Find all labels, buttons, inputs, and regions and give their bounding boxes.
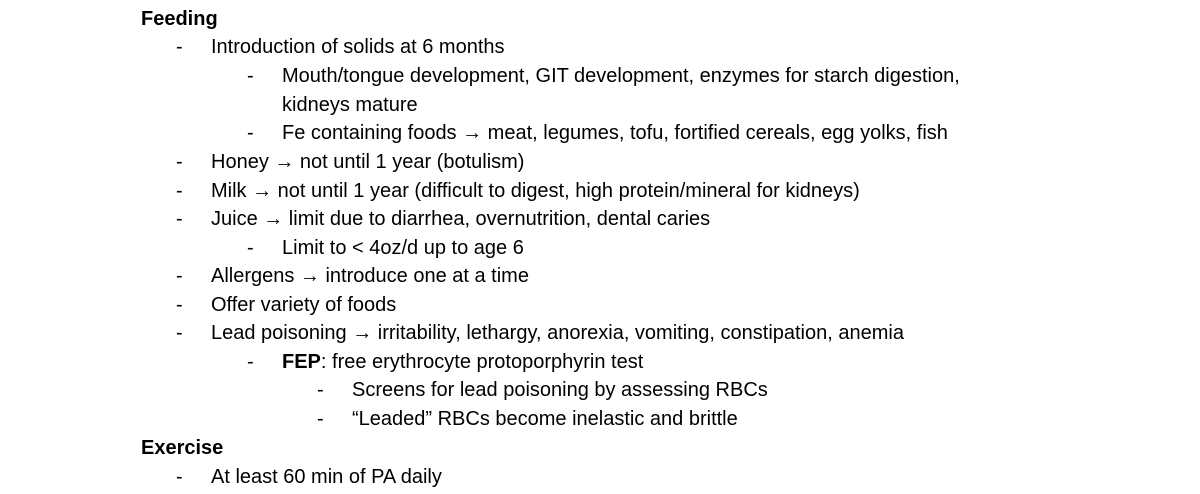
fep-definition: : free erythrocyte protoporphyrin test [320,351,644,373]
bullet-dash: - [176,322,183,344]
bullet-dash: - [176,208,183,230]
section-heading-feeding: Feeding [141,8,218,30]
list-item-lead-poisoning: Lead poisoning → irritability, lethargy, anorexia, vomiting, constipation, anemia [211,322,904,344]
list-item-milk: Milk → not until 1 year (difficult to digest, high protein/mineral for kidneys) [211,180,860,202]
list-item-juice: Juice → limit due to diarrhea, overnutrition, dental caries [211,208,711,230]
list-item-allergens: Allergens → introduce one at a time [211,265,529,287]
bullet-dash: - [176,180,183,202]
list-item-fe-foods: Fe containing foods → meat, legumes, tofu, fortified cereals, egg yolks, fish [282,122,948,144]
fep-term: FEP [282,351,321,373]
list-item-pa-daily: At least 60 min of PA daily [211,466,442,488]
bullet-dash: - [317,379,324,401]
bullet-dash: - [247,122,254,144]
section-heading-exercise: Exercise [141,437,224,459]
list-item-mouth-development: Mouth/tongue development, GIT development, enzymes for starch digestion, [282,65,960,87]
list-item-variety: Offer variety of foods [211,294,397,316]
bullet-dash: - [176,466,183,488]
list-item-honey: Honey → not until 1 year (botulism) [211,151,525,173]
bullet-dash: - [317,408,324,430]
list-item-leaded-rbcs: “Leaded” RBCs become inelastic and brittle [352,408,738,430]
list-item-juice-limit: Limit to < 4oz/d up to age 6 [282,237,524,259]
bullet-dash: - [176,265,183,287]
list-item-fep [282,350,643,374]
bullet-dash: - [247,351,254,373]
bullet-dash: - [247,237,254,259]
bullet-dash: - [176,151,183,173]
list-item-intro-solids: Introduction of solids at 6 months [211,36,505,58]
bullet-dash: - [176,36,183,58]
bullet-dash: - [176,294,183,316]
list-item-mouth-development-cont: kidneys mature [282,94,418,116]
list-item-screens: Screens for lead poisoning by assessing RBCs [352,379,768,401]
bullet-dash: - [247,65,254,87]
